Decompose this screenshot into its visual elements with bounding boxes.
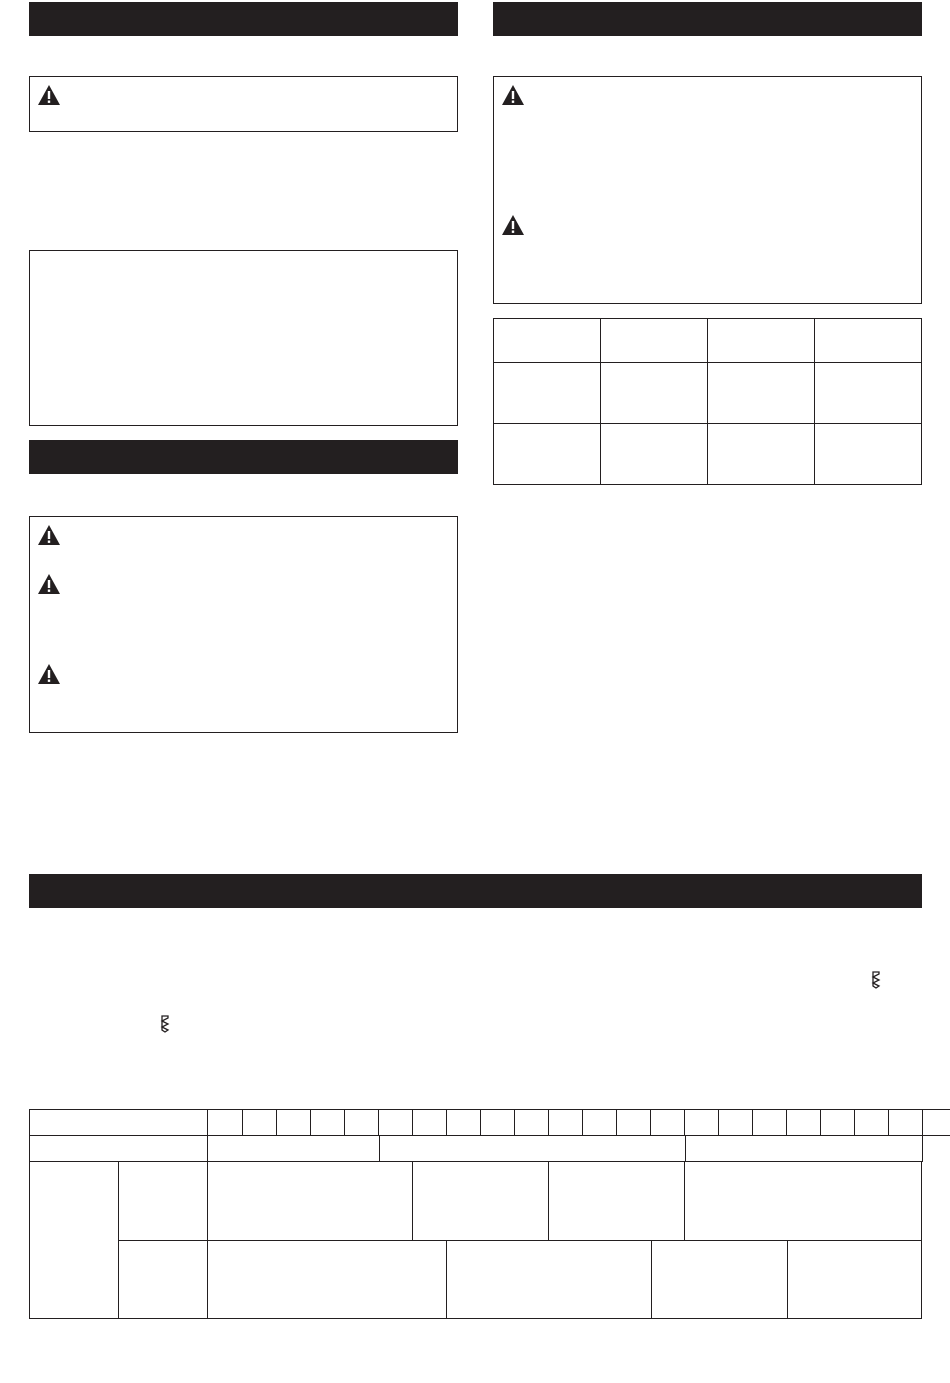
table-row: [494, 424, 922, 485]
warning-triangle-icon: [37, 573, 61, 595]
table-cell: [889, 1110, 923, 1136]
table-cell: [787, 1240, 922, 1319]
section-header-bottom-label: [29, 883, 39, 899]
table-cell: [923, 1110, 950, 1136]
table-cell: [311, 1110, 345, 1136]
table-cell: [494, 319, 601, 363]
section-header-top-right-label: [493, 11, 503, 27]
table-cell: [708, 424, 815, 485]
bottom-table-subrow-label-2: [118, 1240, 208, 1319]
caution-box-top-left: [29, 76, 458, 132]
drill-bit-icon: [871, 971, 881, 989]
table-row: [30, 1110, 950, 1136]
table-cell: [549, 1110, 583, 1136]
table-cell: [208, 1136, 380, 1162]
table-row: [494, 319, 922, 363]
table-cell: [380, 1136, 686, 1162]
table-cell: [815, 424, 922, 485]
drill-bit-icon: [160, 1015, 170, 1033]
table-row: [494, 363, 922, 424]
bottom-spec-table-second-row: [29, 1135, 923, 1162]
table-cell: [548, 1161, 685, 1241]
table-cell: [30, 1136, 208, 1162]
table-cell: [685, 1110, 719, 1136]
table-cell: [787, 1110, 821, 1136]
table-cell: [753, 1110, 787, 1136]
table-cell: [345, 1110, 379, 1136]
table-cell: [708, 319, 815, 363]
table-cell: [30, 1110, 208, 1136]
table-cell: [277, 1110, 311, 1136]
table-cell: [583, 1110, 617, 1136]
table-cell: [686, 1136, 923, 1162]
warning-triangle-icon: [37, 84, 61, 106]
table-cell: [684, 1161, 922, 1241]
table-cell: [243, 1110, 277, 1136]
table-cell: [708, 363, 815, 424]
table-cell: [821, 1110, 855, 1136]
warning-triangle-icon: [501, 214, 525, 236]
section-header-middle-left: [29, 440, 458, 474]
table-cell: [446, 1240, 652, 1319]
table-cell: [494, 424, 601, 485]
table-cell: [601, 424, 708, 485]
warning-triangle-icon: [501, 84, 525, 106]
warning-box-top-right: [493, 76, 922, 304]
table-cell: [208, 1110, 243, 1136]
warning-triangle-icon: [37, 663, 61, 685]
table-cell: [719, 1110, 753, 1136]
table-cell: [815, 319, 922, 363]
bottom-table-subrow-label-1: [118, 1161, 208, 1241]
table-cell: [447, 1110, 481, 1136]
right-spec-table: [493, 318, 922, 485]
table-cell: [601, 363, 708, 424]
table-cell: [207, 1161, 413, 1241]
table-cell: [651, 1240, 788, 1319]
table-cell: [601, 319, 708, 363]
table-cell: [815, 363, 922, 424]
table-cell: [651, 1110, 685, 1136]
section-header-top-right: [493, 2, 922, 36]
table-cell: [481, 1110, 515, 1136]
table-cell: [515, 1110, 549, 1136]
bottom-spec-table-header-row: [29, 1109, 950, 1136]
note-box-left: [29, 250, 458, 426]
section-header-top-left-label: [29, 11, 39, 27]
table-cell: [617, 1110, 651, 1136]
table-row: [30, 1136, 923, 1162]
section-header-top-left: [29, 2, 458, 36]
table-cell: [413, 1110, 447, 1136]
section-header-bottom: [29, 874, 922, 908]
table-cell: [207, 1240, 447, 1319]
warning-triangle-icon: [37, 524, 61, 546]
table-cell: [412, 1161, 549, 1241]
section-header-middle-left-label: [29, 449, 39, 465]
bottom-table-rowgroup-label: [29, 1161, 119, 1319]
table-cell: [379, 1110, 413, 1136]
warning-box-middle-left: [29, 516, 458, 733]
table-cell: [855, 1110, 889, 1136]
table-cell: [494, 363, 601, 424]
